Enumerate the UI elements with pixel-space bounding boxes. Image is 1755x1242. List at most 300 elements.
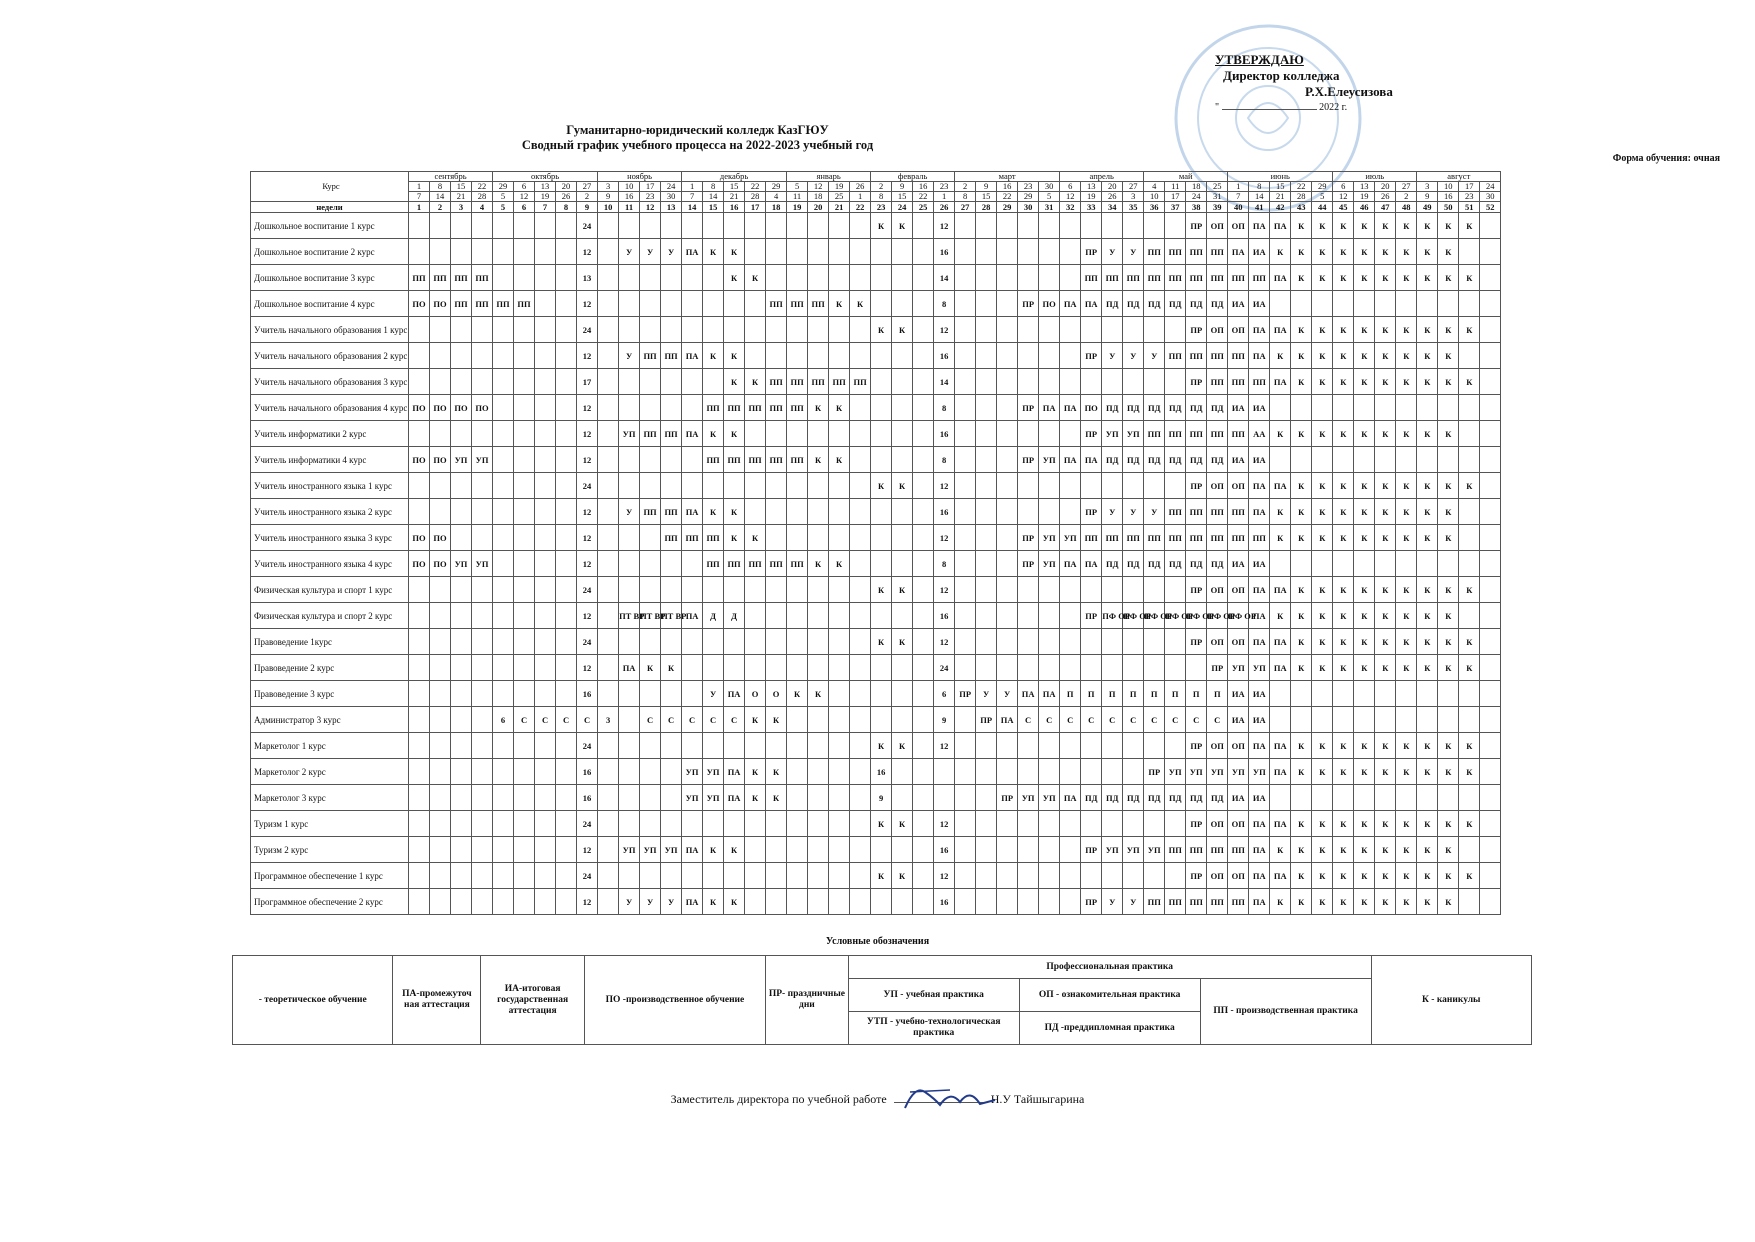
schedule-cell [976,603,997,629]
schedule-cell: ПП [661,525,682,551]
schedule-cell: К [1312,525,1333,551]
schedule-cell [787,213,808,239]
week-number: 52 [1480,202,1501,213]
schedule-cell: К [871,733,892,759]
schedule-cell: К [892,473,913,499]
schedule-cell [1459,525,1480,551]
schedule-cell: К [1291,733,1312,759]
schedule-cell [514,811,535,837]
schedule-cell: К [724,837,745,863]
schedule-cell [409,577,430,603]
schedule-cell: К [1375,421,1396,447]
schedule-cell [1396,551,1417,577]
schedule-cell [976,577,997,603]
schedule-cell [640,785,661,811]
schedule-cell: ОП [1207,213,1228,239]
schedule-cell [1165,369,1186,395]
week-end-day: 9 [598,192,619,202]
week-end-day: 31 [1207,192,1228,202]
schedule-cell [640,759,661,785]
schedule-cell [535,863,556,889]
schedule-cell [913,603,934,629]
schedule-cell [829,239,850,265]
schedule-cell [913,317,934,343]
schedule-cell: ПО [451,395,472,421]
schedule-cell [1081,733,1102,759]
schedule-cell [1459,447,1480,473]
schedule-cell: У [1123,343,1144,369]
schedule-cell: 12 [577,291,598,317]
schedule-cell: К [1396,811,1417,837]
schedule-cell [997,499,1018,525]
schedule-cell [1039,837,1060,863]
schedule-cell: ПП [1207,837,1228,863]
schedule-cell [556,837,577,863]
schedule-cell [598,317,619,343]
schedule-cell: УП [1249,759,1270,785]
schedule-cell [514,265,535,291]
schedule-cell [850,577,871,603]
schedule-cell [409,811,430,837]
schedule-cell [871,603,892,629]
schedule-cell [1438,291,1459,317]
schedule-cell [1165,811,1186,837]
week-end-day: 5 [1039,192,1060,202]
legend-title: Условные обозначения [825,936,930,947]
schedule-cell: К [829,291,850,317]
schedule-cell [976,733,997,759]
table-row [251,499,1501,525]
schedule-cell: ПА [724,785,745,811]
schedule-cell [640,213,661,239]
schedule-cell [1333,447,1354,473]
schedule-cell [1417,681,1438,707]
week-start-day: 22 [745,182,766,192]
week-start-day: 1 [682,182,703,192]
schedule-cell [850,785,871,811]
schedule-cell [451,733,472,759]
schedule-cell: К [1312,369,1333,395]
week-end-day: 15 [892,192,913,202]
schedule-cell: ПА [1249,473,1270,499]
schedule-cell: К [724,369,745,395]
schedule-cell [493,239,514,265]
schedule-cell [955,577,976,603]
course-name: Маркетолог 2 курс [251,759,409,785]
schedule-cell [829,265,850,291]
schedule-cell: К [1438,889,1459,915]
legend-pa: ПА-промежуточ ная аттестация [393,956,481,1045]
schedule-cell [1081,473,1102,499]
schedule-cell: К [1396,343,1417,369]
schedule-cell [829,863,850,889]
week-start-day: 13 [1354,182,1375,192]
schedule-cell [472,785,493,811]
schedule-cell: ПД [1102,291,1123,317]
schedule-cell [913,525,934,551]
schedule-cell: К [1459,577,1480,603]
week-end-day: 28 [472,192,493,202]
schedule-cell [703,369,724,395]
week-number: 25 [913,202,934,213]
schedule-cell [682,577,703,603]
schedule-cell [493,811,514,837]
week-start-day: 1 [1228,182,1249,192]
schedule-cell: ПП [766,369,787,395]
schedule-cell [871,343,892,369]
schedule-cell [556,265,577,291]
course-name: Учитель иностранного языка 2 курс [251,499,409,525]
week-end-day: 1 [934,192,955,202]
schedule-cell: К [745,759,766,785]
schedule-cell: К [1459,265,1480,291]
schedule-cell [1270,447,1291,473]
schedule-cell [703,291,724,317]
schedule-cell [955,447,976,473]
schedule-cell: ПА [1060,785,1081,811]
week-start-day: 29 [493,182,514,192]
week-number: 15 [703,202,724,213]
schedule-cell [1333,291,1354,317]
schedule-cell [472,369,493,395]
week-end-day: 21 [724,192,745,202]
schedule-cell [661,447,682,473]
schedule-cell [1102,655,1123,681]
schedule-cell: К [1375,655,1396,681]
schedule-cell: У [1102,343,1123,369]
schedule-cell: К [1291,889,1312,915]
week-start-day: 27 [577,182,598,192]
schedule-cell: ПО [430,551,451,577]
schedule-cell: С [1144,707,1165,733]
course-name: Учитель информатики 2 курс [251,421,409,447]
table-row [251,785,1501,811]
schedule-cell [619,473,640,499]
schedule-cell [745,811,766,837]
schedule-cell [598,369,619,395]
week-start-day: 13 [1081,182,1102,192]
schedule-cell [1081,317,1102,343]
week-start-day: 23 [1018,182,1039,192]
schedule-cell [997,291,1018,317]
schedule-cell: ПП [430,265,451,291]
schedule-cell [640,681,661,707]
schedule-cell: 12 [577,525,598,551]
schedule-cell [598,265,619,291]
schedule-cell [808,785,829,811]
schedule-cell [598,473,619,499]
schedule-cell [850,421,871,447]
schedule-cell: ИА [1249,681,1270,707]
schedule-cell [703,317,724,343]
schedule-cell [871,707,892,733]
schedule-cell [1375,785,1396,811]
schedule-cell [1039,759,1060,785]
schedule-cell [1480,707,1501,733]
schedule-cell [703,265,724,291]
schedule-cell [766,811,787,837]
schedule-cell: К [1438,239,1459,265]
schedule-cell: К [829,551,850,577]
schedule-cell [556,759,577,785]
schedule-cell [955,343,976,369]
schedule-cell: 12 [577,343,598,369]
schedule-cell [850,343,871,369]
schedule-cell: 17 [577,369,598,395]
schedule-cell: ПР [955,681,976,707]
approval-position: Директор колледжа [1223,68,1340,83]
schedule-cell [493,369,514,395]
schedule-cell [892,499,913,525]
schedule-cell: ПР [976,707,997,733]
schedule-cell [535,655,556,681]
schedule-cell [556,317,577,343]
schedule-cell [514,785,535,811]
schedule-cell: 8 [934,395,955,421]
schedule-cell: К [724,525,745,551]
week-end-day: 7 [409,192,430,202]
schedule-cell: К [1396,525,1417,551]
week-end-day: 30 [1480,192,1501,202]
schedule-cell [1480,759,1501,785]
schedule-cell: У [1102,889,1123,915]
schedule-cell: ПД [1123,291,1144,317]
schedule-cell [598,343,619,369]
schedule-cell [976,473,997,499]
schedule-cell [430,473,451,499]
schedule-cell [472,603,493,629]
schedule-cell [850,551,871,577]
schedule-cell: ПА [1060,447,1081,473]
schedule-cell [1396,707,1417,733]
schedule-cell: У [976,681,997,707]
schedule-cell: ПА [1249,499,1270,525]
schedule-cell [514,603,535,629]
schedule-cell: К [1312,655,1333,681]
schedule-cell [703,577,724,603]
schedule-cell: С [1123,707,1144,733]
schedule-cell [1144,811,1165,837]
week-start-day: 17 [640,182,661,192]
schedule-cell [808,603,829,629]
schedule-cell [451,239,472,265]
schedule-cell: К [1375,525,1396,551]
schedule-cell [472,863,493,889]
schedule-cell [682,291,703,317]
schedule-cell: ПА [1249,837,1270,863]
schedule-cell [1018,759,1039,785]
schedule-cell: К [1396,837,1417,863]
schedule-cell [1018,317,1039,343]
schedule-cell: К [892,863,913,889]
schedule-cell [514,369,535,395]
schedule-cell: С [703,707,724,733]
schedule-cell: С [1165,707,1186,733]
schedule-cell [493,213,514,239]
schedule-cell: УП [451,447,472,473]
schedule-cell: У [640,889,661,915]
schedule-cell [1312,291,1333,317]
schedule-cell [430,213,451,239]
schedule-cell [598,421,619,447]
schedule-cell [955,239,976,265]
schedule-cell [808,707,829,733]
schedule-cell [1081,629,1102,655]
schedule-cell [913,213,934,239]
schedule-cell [1333,785,1354,811]
schedule-cell: ПО [409,395,430,421]
schedule-cell: ПД [1144,291,1165,317]
schedule-cell [1060,317,1081,343]
schedule-cell [682,265,703,291]
schedule-cell [514,213,535,239]
schedule-cell: ПП [724,551,745,577]
schedule-cell: П [1207,681,1228,707]
schedule-cell [1270,785,1291,811]
schedule-cell: ПА [1249,733,1270,759]
schedule-cell: К [1291,213,1312,239]
schedule-cell [766,655,787,681]
table-row [251,395,1501,421]
schedule-cell: ПТ ВР [640,603,661,629]
week-start-day: 8 [1249,182,1270,192]
month-header: июль [1333,172,1417,182]
schedule-cell [535,265,556,291]
schedule-cell [766,213,787,239]
schedule-cell [598,499,619,525]
table-row [251,629,1501,655]
schedule-cell [808,213,829,239]
schedule-cell: У [1123,239,1144,265]
schedule-cell [1018,369,1039,395]
schedule-cell: 12 [577,421,598,447]
schedule-cell: ПП [1165,499,1186,525]
schedule-cell: 16 [577,759,598,785]
schedule-cell [934,759,955,785]
schedule-cell: ПА [1270,655,1291,681]
schedule-cell [976,811,997,837]
schedule-cell [1060,603,1081,629]
schedule-cell [1123,317,1144,343]
schedule-cell [976,213,997,239]
schedule-cell [1144,733,1165,759]
schedule-cell: К [1333,473,1354,499]
schedule-cell: ПФ ОР [1228,603,1249,629]
schedule-cell [829,629,850,655]
week-start-day: 29 [766,182,787,192]
schedule-cell: УП [682,759,703,785]
schedule-cell [892,395,913,421]
schedule-cell [871,447,892,473]
schedule-cell: ПА [1249,577,1270,603]
schedule-cell [997,473,1018,499]
schedule-cell: ПА [1081,551,1102,577]
schedule-cell [1144,655,1165,681]
schedule-cell [1039,343,1060,369]
schedule-cell [955,655,976,681]
schedule-cell: ПР [1081,603,1102,629]
schedule-cell [1081,213,1102,239]
schedule-cell [1270,395,1291,421]
schedule-cell [1480,889,1501,915]
schedule-cell [745,473,766,499]
schedule-cell: К [1459,655,1480,681]
schedule-cell [598,655,619,681]
schedule-cell [829,577,850,603]
schedule-cell: ПП [703,525,724,551]
schedule-cell: 24 [577,811,598,837]
schedule-cell [535,733,556,759]
week-number: 9 [577,202,598,213]
schedule-cell [472,317,493,343]
schedule-cell: ПП [661,421,682,447]
week-end-day: 19 [1081,192,1102,202]
schedule-cell: УП [661,837,682,863]
schedule-cell: ПА [1081,291,1102,317]
schedule-cell: К [871,629,892,655]
schedule-cell: К [1270,499,1291,525]
schedule-cell [1123,759,1144,785]
schedule-cell [997,889,1018,915]
schedule-cell: К [661,655,682,681]
course-name: Физическая культура и спорт 2 курс [251,603,409,629]
schedule-cell [808,343,829,369]
schedule-cell [430,707,451,733]
schedule-cell [1039,811,1060,837]
schedule-cell: К [1375,759,1396,785]
schedule-cell [640,291,661,317]
schedule-cell [997,629,1018,655]
schedule-cell [409,681,430,707]
schedule-cell [1123,733,1144,759]
schedule-cell [556,629,577,655]
schedule-cell: УП [1123,421,1144,447]
schedule-cell [871,421,892,447]
schedule-cell [556,291,577,317]
schedule-cell [682,213,703,239]
schedule-cell [451,707,472,733]
schedule-cell [1081,759,1102,785]
schedule-cell [1438,551,1459,577]
schedule-cell [976,551,997,577]
schedule-cell: К [1333,889,1354,915]
schedule-cell: К [1396,239,1417,265]
course-name: Правоведение 2 курс [251,655,409,681]
week-start-day: 6 [1060,182,1081,192]
approval-date [1215,100,1415,116]
schedule-cell [976,499,997,525]
schedule-cell [640,369,661,395]
schedule-cell [1018,811,1039,837]
schedule-cell: ИА [1249,551,1270,577]
schedule-cell: ОП [1207,863,1228,889]
schedule-cell: УП [703,785,724,811]
schedule-cell [829,733,850,759]
week-start-day: 15 [1270,182,1291,192]
schedule-cell [1102,577,1123,603]
schedule-cell [955,265,976,291]
schedule-table [250,171,1501,915]
week-end-day: 29 [1018,192,1039,202]
schedule-cell: 12 [577,837,598,863]
schedule-cell: К [1291,317,1312,343]
schedule-cell: ПП [703,395,724,421]
schedule-cell [1312,785,1333,811]
schedule-cell [451,811,472,837]
schedule-cell: ИА [1249,447,1270,473]
schedule-cell [619,681,640,707]
schedule-cell: ИА [1228,681,1249,707]
